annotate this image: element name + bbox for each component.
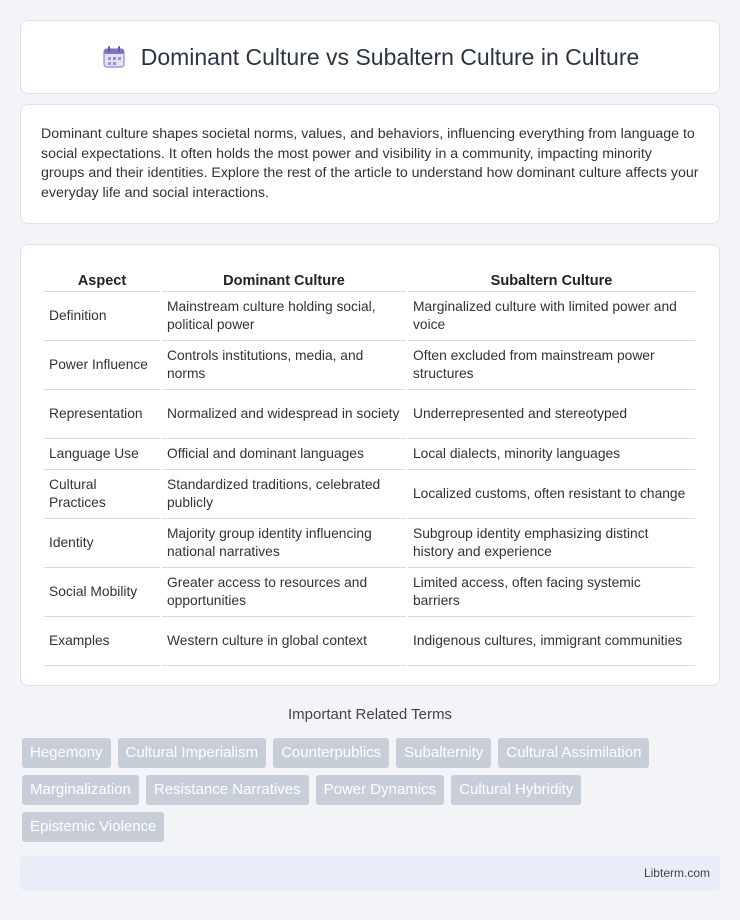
cell-subaltern: Indigenous cultures, immigrant communities bbox=[408, 617, 695, 666]
cell-dominant: Mainstream culture holding social, political power bbox=[162, 292, 406, 341]
header-card bbox=[20, 20, 720, 94]
cell-dominant: Normalized and widespread in society bbox=[162, 390, 406, 439]
cell-aspect: Definition bbox=[44, 292, 160, 341]
header-aspect: Aspect bbox=[44, 265, 160, 292]
table-row bbox=[44, 568, 695, 617]
table-row bbox=[44, 617, 695, 666]
cell-aspect: Language Use bbox=[44, 439, 160, 470]
term-tag[interactable]: Resistance Narratives bbox=[146, 775, 309, 805]
term-tag[interactable]: Cultural Hybridity bbox=[451, 775, 581, 805]
cell-subaltern: Subgroup identity emphasizing distinct history and experience bbox=[408, 519, 695, 568]
table-row bbox=[44, 341, 695, 390]
related-terms-list bbox=[22, 738, 722, 849]
cell-aspect: Examples bbox=[44, 617, 160, 666]
cell-subaltern: Often excluded from mainstream power structures bbox=[408, 341, 695, 390]
header-dominant: Dominant Culture bbox=[162, 265, 406, 292]
cell-subaltern: Limited access, often facing systemic barriers bbox=[408, 568, 695, 617]
related-terms-title: Important Related Terms bbox=[288, 706, 452, 723]
intro-card bbox=[20, 104, 720, 224]
comparison-card bbox=[20, 244, 720, 686]
cell-aspect: Social Mobility bbox=[44, 568, 160, 617]
cell-aspect: Representation bbox=[44, 390, 160, 439]
cell-aspect: Identity bbox=[44, 519, 160, 568]
cell-aspect: Power Influence bbox=[44, 341, 160, 390]
cell-subaltern: Localized customs, often resistant to change bbox=[408, 470, 695, 519]
page-title: Dominant Culture vs Subaltern Culture in Culture bbox=[140, 43, 640, 70]
table-row bbox=[44, 439, 695, 470]
term-tag[interactable]: Marginalization bbox=[22, 775, 139, 805]
cell-subaltern: Marginalized culture with limited power and voice bbox=[408, 292, 695, 341]
table-row bbox=[44, 390, 695, 439]
term-tag[interactable]: Cultural Assimilation bbox=[498, 738, 649, 768]
cell-dominant: Majority group identity influencing national narratives bbox=[162, 519, 406, 568]
term-tag[interactable]: Counterpublics bbox=[273, 738, 389, 768]
table-row bbox=[44, 519, 695, 568]
term-tag[interactable]: Power Dynamics bbox=[316, 775, 445, 805]
intro-text: Dominant culture shapes societal norms, values, and behaviors, influencing everything from language to social expectations. It often holds the most power and visibility in a community, impacting minority groups and their identities. Explore the rest of the article to understand how dominant culture affects your everyday life and social interactions. bbox=[41, 126, 699, 201]
term-tag[interactable]: Epistemic Violence bbox=[22, 812, 164, 842]
cell-dominant: Controls institutions, media, and norms bbox=[162, 341, 406, 390]
table-header-row bbox=[44, 265, 695, 292]
cell-aspect: Cultural Practices bbox=[44, 470, 160, 519]
cell-dominant: Standardized traditions, celebrated publicly bbox=[162, 470, 406, 519]
calendar-icon bbox=[101, 44, 127, 70]
cell-subaltern: Underrepresented and stereotyped bbox=[408, 390, 695, 439]
table-row bbox=[44, 470, 695, 519]
footer bbox=[20, 856, 720, 890]
header-subaltern: Subaltern Culture bbox=[408, 265, 695, 292]
cell-dominant: Greater access to resources and opportunities bbox=[162, 568, 406, 617]
term-tag[interactable]: Subalternity bbox=[396, 738, 491, 768]
term-tag[interactable]: Hegemony bbox=[22, 738, 111, 768]
footer-link[interactable]: Libterm.com bbox=[643, 866, 710, 880]
table-row bbox=[44, 292, 695, 341]
term-tag[interactable]: Cultural Imperialism bbox=[118, 738, 267, 768]
cell-dominant: Western culture in global context bbox=[162, 617, 406, 666]
cell-dominant: Official and dominant languages bbox=[162, 439, 406, 470]
comparison-table bbox=[42, 265, 697, 666]
cell-subaltern: Local dialects, minority languages bbox=[408, 439, 695, 470]
